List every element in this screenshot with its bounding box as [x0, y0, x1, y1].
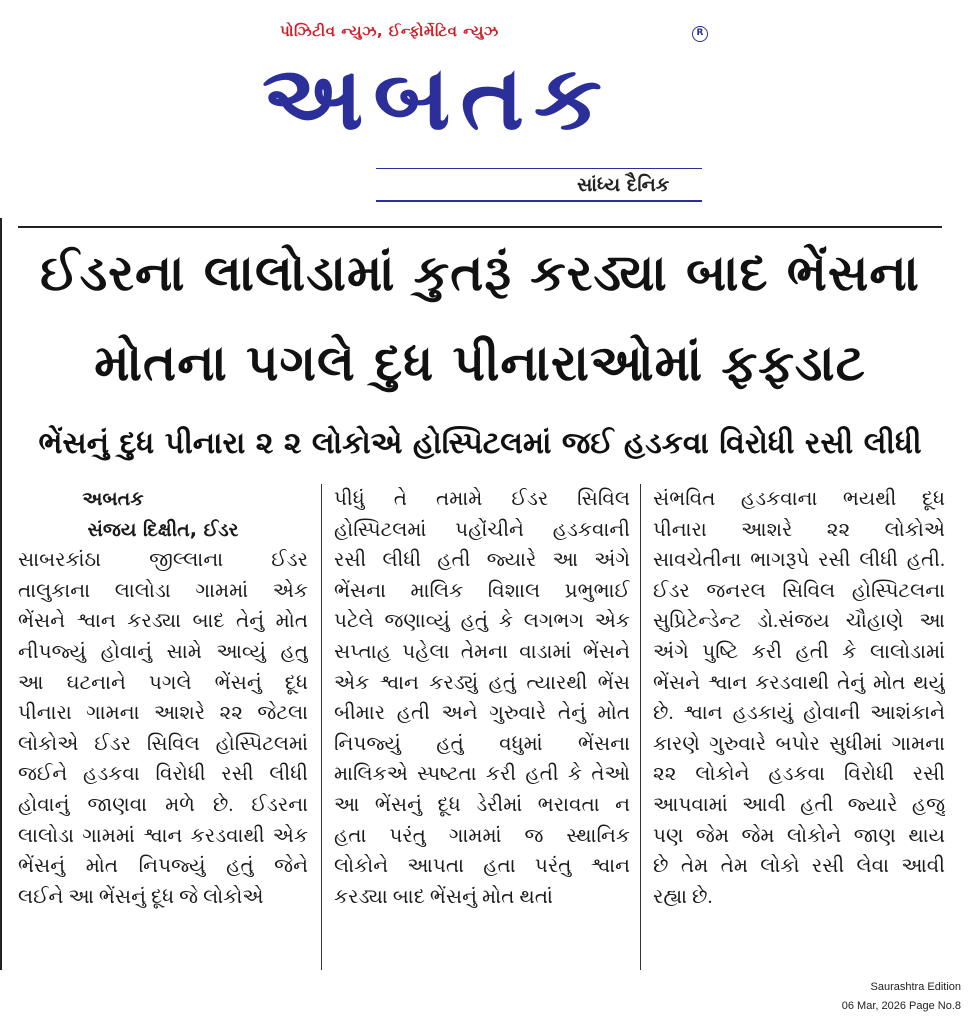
article-text-line: સંભવિત હડકવાના ભયથી દૂધ: [653, 488, 945, 510]
column-1-body: [18, 545, 308, 912]
article-text-line: લોકોએ ઈડર સિવિલ હોસ્પિટલમાં: [18, 732, 308, 755]
article-text-line: આપવામાં આવી હતી જ્યારે હજુ: [653, 793, 945, 816]
article-column-2: [334, 484, 630, 912]
article-text-line: ભેંસને શ્વાન કરડ્યા બાદ તેનું મોત: [18, 610, 308, 633]
column-divider: [321, 484, 322, 970]
edition-info: [842, 978, 961, 1016]
article-text-line: પીધું તે તમામે ઈડર સિવિલ: [334, 488, 630, 510]
article-text-line: સુપ્રિટેન્ડેન્ટ ડો.સંજય ચૌહાણે આ: [653, 610, 945, 633]
article-text-line: લઈને આ ભેંસનું દૂધ જે લોકોએ: [18, 885, 264, 908]
article-text-line: કરડ્યા બાદ ભેંસનું મોત થતાં: [334, 885, 553, 908]
article-text-line: ભેંસનું મોત નિપજ્યું હતું જેને: [18, 855, 308, 878]
article-top-rule: [18, 226, 942, 228]
article-text-line: ભેંસના માલિક વિશાલ પ્રભુભાઈ: [334, 579, 630, 602]
article-text-line: નીપજ્યું હોવાનું સામે આવ્યું હતુ: [18, 640, 308, 663]
article-text-line: પણ જેમ જેમ લોકોને જાણ થાય: [653, 824, 945, 847]
article-text-line: હોવાનું જાણવા મળે છે. ઈડરના: [18, 793, 308, 816]
article-text-line: સાવચેતીના ભાગરૂપે રસી લીધી હતી.: [653, 549, 945, 572]
masthead-tagline: પોઝિટીવ ન્યુઝ, ઈન્ફોર્મેટિવ ન્યુઝ: [280, 22, 499, 40]
article-left-rule: [0, 218, 2, 970]
article-text-line: હતા પરંતુ ગામમાં જ સ્થાનિક: [334, 824, 630, 847]
column-2-body: [334, 484, 630, 912]
byline-author: સંજય દિક્ષીત, ઈડર: [87, 518, 239, 541]
article-text-line: આ ભેંસનું દૂધ ડેરીમાં ભરાવતા ન: [334, 793, 630, 816]
article-text-line: પટેલે જણાવ્યું હતું કે લગભગ એક: [334, 610, 630, 633]
article-text-line: તાલુકાના લાલોડા ગામમાં એક: [18, 579, 308, 602]
masthead-subtag: સાંધ્ય દૈનિક: [577, 174, 670, 196]
article-text-line: લોકોને આપતા હતા પરંતુ શ્વાન: [334, 855, 630, 878]
article-text-line: આ ઘટનાને પગલે ભેંસનું દૂધ: [18, 671, 308, 694]
edition-name: Saurashtra Edition: [870, 981, 961, 993]
masthead: [262, 18, 712, 208]
article-text-line: સપ્તાહ પહેલા તેમના વાડામાં ભેંસને: [334, 640, 630, 663]
subheadline: ભેંસનું દુધ પીનારા ૨ ૨ લોકોએ હોસ્પિટલમાં જઈ હડકવા વિરોધી રસી લીધી: [38, 426, 922, 461]
article-text-line: હોસ્પિટલમાં પહોંચીને હડકવાની: [334, 518, 630, 541]
logo-bottom-rule: [376, 200, 702, 202]
article-text-line: છે તેમ તેમ લોકો રસી લેવા આવી: [653, 855, 945, 878]
article-text-line: રહ્યા છે.: [653, 885, 713, 908]
column-3-body: [653, 484, 945, 912]
article-text-line: ઈડર જનરલ સિવિલ હોસ્પિટલના: [653, 579, 945, 602]
logo-underline: [376, 168, 702, 169]
article-text-line: માલિકએ સ્પષ્ટતા કરી હતી કે તેઓ: [334, 763, 630, 786]
edition-date-page: 06 Mar, 2026 Page No.8: [841, 1000, 961, 1012]
article-text-line: રસી લીધી હતી જ્યારે આ અંગે: [334, 549, 630, 572]
byline-source: અબતક: [82, 488, 144, 510]
registered-trademark-icon: R: [692, 26, 708, 42]
article-text-line: પીનારા આશરે ૨૨ લોકોએ: [653, 518, 945, 541]
article-text-line: બીમાર હતી અને ગુરુવારે તેનું મોત: [334, 702, 630, 725]
article-column-1: [18, 484, 308, 912]
article-column-3: [653, 484, 945, 912]
article-text-line: જઈને હડકવા વિરોધી રસી લીધી: [18, 763, 308, 786]
headline-line-1: ઈડરના લાલોડામાં કુતરૂં કરડ્યા બાદ ભેંસના: [40, 244, 920, 302]
article-text-line: લાલોડા ગામમાં શ્વાન કરડવાથી એક: [18, 824, 308, 847]
article-text-line: નિપજ્યું હતું વધુમાં ભેંસના: [334, 732, 630, 755]
column-divider: [640, 484, 641, 970]
newspaper-logo: અબતક: [262, 46, 612, 150]
article-text-line: અંગે પુષ્ટિ કરી હતી કે લાલોડામાં: [653, 640, 945, 663]
article-text-line: પીનારા ગામના આશરે ૨૨ જેટલા: [18, 702, 308, 725]
article-text-line: છે. શ્વાન હડકાયું હોવાની આશંકાને: [653, 702, 945, 725]
article-text-line: એક શ્વાન કરડ્યું હતું ત્યારથી ભેંસ: [334, 671, 630, 694]
article-text-line: સાબરકાંઠા જીલ્લાના ઈડર: [18, 549, 308, 572]
headline-line-2: મોતના પગલે દુધ પીનારાઓમાં ફફડાટ: [94, 334, 866, 392]
article-text-line: કારણે ગુરુવારે બપોર સુધીમાં ગામના: [653, 732, 945, 755]
article-text-line: ૨૨ લોકોને હડકવા વિરોધી રસી: [653, 763, 945, 786]
article-text-line: ભેંસને શ્વાન કરડવાથી તેનું મોત થયું: [653, 671, 945, 694]
